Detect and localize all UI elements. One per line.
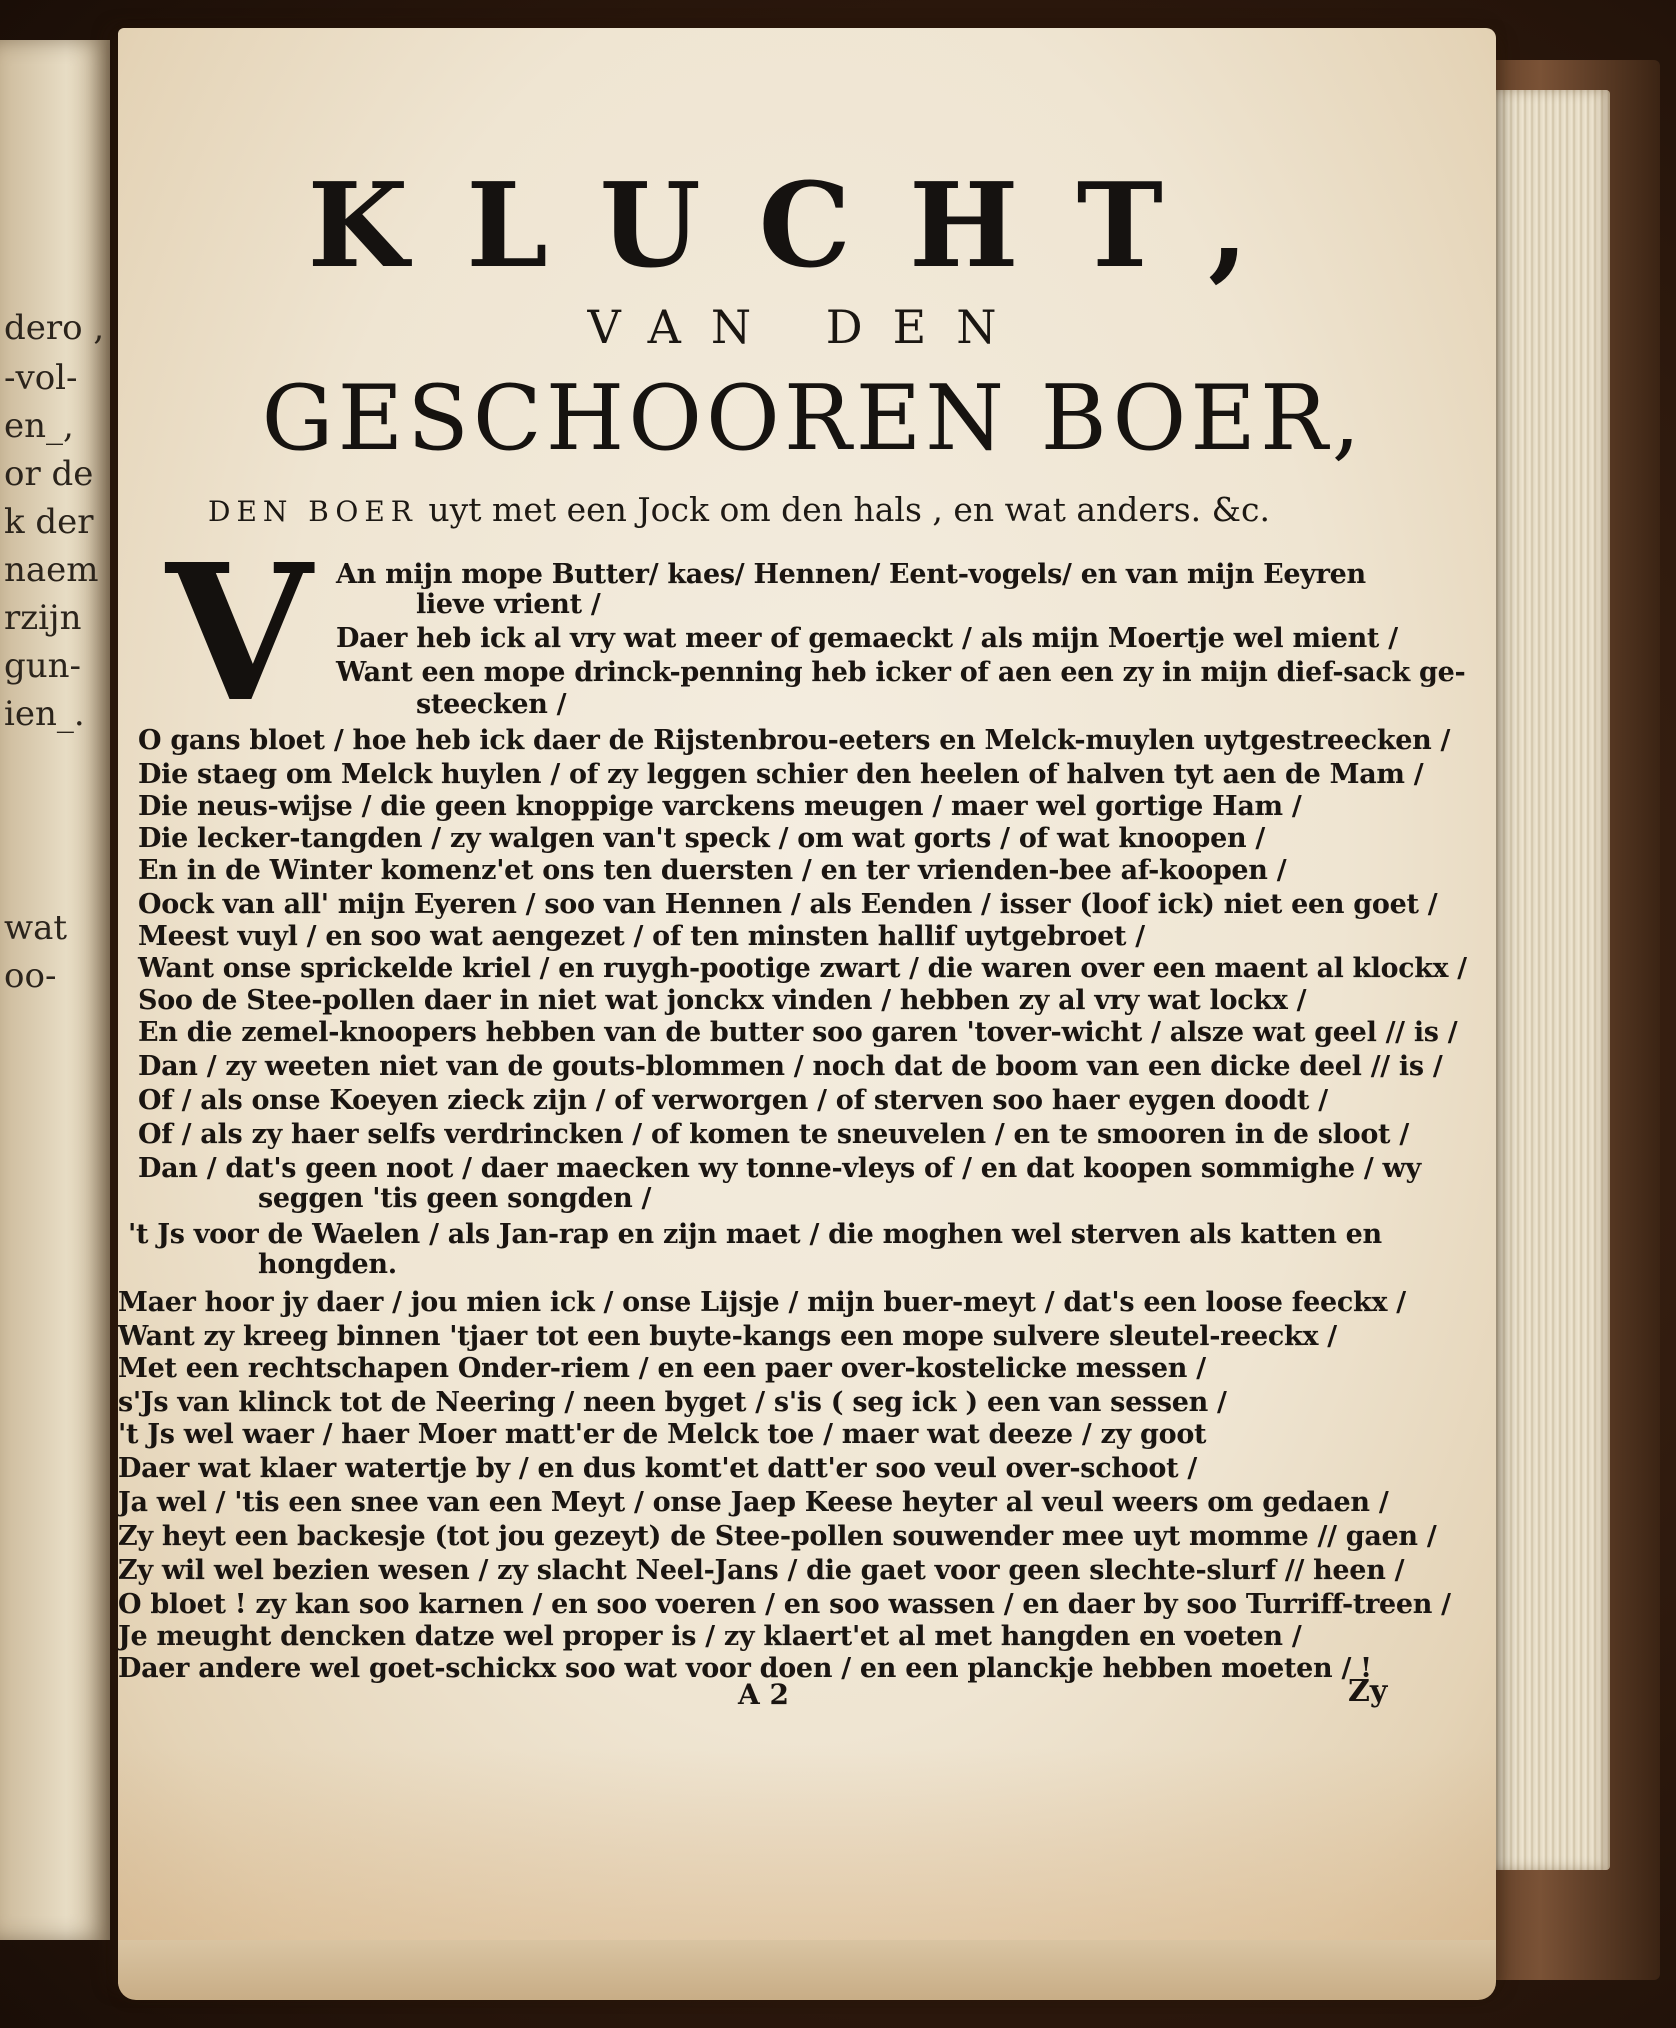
- subtitle-main: GESCHOOREN BOER,: [261, 366, 1365, 471]
- verse-line: O gans bloet / hoe heb ick daer de Rijstenbrou-eeters en Melck-muylen uytgestreecken /: [138, 725, 1451, 756]
- verse-line: Zy wil wel bezien wesen / zy slacht Neel-Jans / die gaet voor geen slechte-slurf // heen /: [118, 1555, 1405, 1586]
- verse-line: 't Js voor de Waelen / als Jan-rap en zijn maet / die moghen wel sterven als katten en: [128, 1219, 1382, 1250]
- left-page-fragment: or de: [4, 454, 94, 494]
- left-page-fragment: rzijn: [4, 598, 82, 638]
- verse-line: Of / als onse Koeyen zieck zijn / of verworgen / of sterven soo haer eygen doodt /: [138, 1085, 1328, 1116]
- subheading: [208, 490, 1448, 529]
- subheading-rest: uyt met een Jock om den hals , en wat anders. &c.: [428, 490, 1270, 529]
- page-title: KLUCHT,: [307, 158, 1307, 294]
- verse-line: Want onse sprickelde kriel / en ruygh-pootige zwart / die waren over een maent al klockx /: [138, 953, 1467, 984]
- signature-mark: A 2: [738, 1678, 789, 1711]
- left-facing-page: [0, 40, 110, 1940]
- verse-line: s'Js van klinck tot de Neering / neen byget / s'is ( seg ick ) een van sessen /: [118, 1387, 1227, 1418]
- verse-line: En die zemel-knoopers hebben van de butter soo garen 'tover-wicht / alsze wat geel // is /: [138, 1017, 1458, 1048]
- left-page-fragment: en_,: [4, 406, 74, 446]
- verse-line: 't Js wel waer / haer Moer matt'er de Melck toe / maer wat deeze / zy goot: [118, 1419, 1207, 1450]
- verse-line: Want een mope drinck-penning heb icker of aen een zy in mijn dief-sack ge-: [336, 657, 1466, 688]
- verse-line: Soo de Stee-pollen daer in niet wat jonckx vinden / hebben zy al vry wat lockx /: [138, 985, 1307, 1016]
- left-page-fragment: ien_.: [4, 694, 85, 734]
- verse-line: En in de Winter komenz'et ons ten duersten / en ter vrienden-bee af-koopen /: [138, 855, 1287, 886]
- verse-line: Of / als zy haer selfs verdrincken / of komen te sneuvelen / en te smooren in de sloot /: [138, 1119, 1409, 1150]
- left-page-fragment: wat: [4, 908, 68, 948]
- verse-line: O bloet ! zy kan soo karnen / en soo voeren / en soo wassen / en daer by soo Turriff-treen /: [118, 1589, 1451, 1620]
- verse-line: seggen 'tis geen songden /: [258, 1183, 652, 1214]
- verse-line: Maer hoor jy daer / jou mien ick / onse Lijsje / mijn buer-meyt / dat's een loose feeckx /: [118, 1287, 1406, 1318]
- left-page-fragment: -vol-: [4, 358, 78, 398]
- verse-line: Dan / dat's geen noot / daer maecken wy tonne-vleys of / en dat koopen sommighe / wy: [138, 1153, 1421, 1184]
- verse-line: steecken /: [416, 689, 567, 720]
- left-page-fragment: k der: [4, 502, 94, 542]
- main-page: [118, 28, 1496, 1988]
- left-page-fragment: gun-: [4, 646, 82, 686]
- verse-line: Die staeg om Melck huylen / of zy leggen schier den heelen of halven tyt aen de Mam /: [138, 759, 1424, 790]
- verse-line: Zy heyt een backesje (tot jou gezeyt) de Stee-pollen souwender mee uyt momme // gaen /: [118, 1521, 1437, 1552]
- subheading-caps: DEN BOER: [208, 495, 418, 528]
- page-bottom-edge: [118, 1940, 1496, 2000]
- left-page-fragment: oo-: [4, 956, 57, 996]
- verse-line: An mijn mope Butter/ kaes/ Hennen/ Eent-vogels/ en van mijn Eeyren: [336, 559, 1366, 590]
- verse-line: Met een rechtschapen Onder-riem / en een paer over-kostelicke messen /: [118, 1353, 1206, 1384]
- verse-line: Meest vuyl / en soo wat aengezet / of ten minsten hallif uytgebroet /: [138, 921, 1145, 952]
- verse-line: Ja wel / 'tis een snee van een Meyt / onse Jaep Keese heyter al veul weers om gedaen /: [118, 1487, 1389, 1518]
- drop-cap: V: [166, 523, 312, 744]
- left-page-fragment: dero ,: [4, 308, 105, 348]
- verse-line: hongden.: [258, 1249, 397, 1280]
- subtitle-van-den: VAN DEN: [587, 300, 1027, 354]
- verse-line: Daer andere wel goet-schickx soo wat voor doen / en een planckje hebben moeten / !: [118, 1653, 1372, 1684]
- verse-line: Daer wat klaer watertje by / en dus komt'et datt'er soo veul over-schoot /: [118, 1453, 1197, 1484]
- verse-line: Dan / zy weeten niet van de gouts-blommen / noch dat de boom van een dicke deel // is /: [138, 1051, 1443, 1082]
- verse-line: Daer heb ick al vry wat meer of gemaeckt / als mijn Moertje wel mient /: [336, 623, 1398, 654]
- verse-line: Die neus-wijse / die geen knoppige varckens meugen / maer wel gortige Ham /: [138, 791, 1302, 822]
- verse-line: Want zy kreeg binnen 'tjaer tot een buyte-kangs een mope sulvere sleutel-reeckx /: [118, 1321, 1337, 1352]
- catchword: Zy: [1348, 1674, 1388, 1709]
- verse-line: lieve vrient /: [416, 589, 601, 620]
- left-page-fragment: naem: [4, 550, 99, 590]
- verse-line: Je meught dencken datze wel proper is / zy klaert'et al met hangden en voeten /: [118, 1621, 1302, 1652]
- verse-line: Oock van all' mijn Eyeren / soo van Hennen / als Eenden / isser (loof ick) niet een goet /: [138, 889, 1438, 920]
- verse-line: Die lecker-tangden / zy walgen van't speck / om wat gorts / of wat knoopen /: [138, 823, 1265, 854]
